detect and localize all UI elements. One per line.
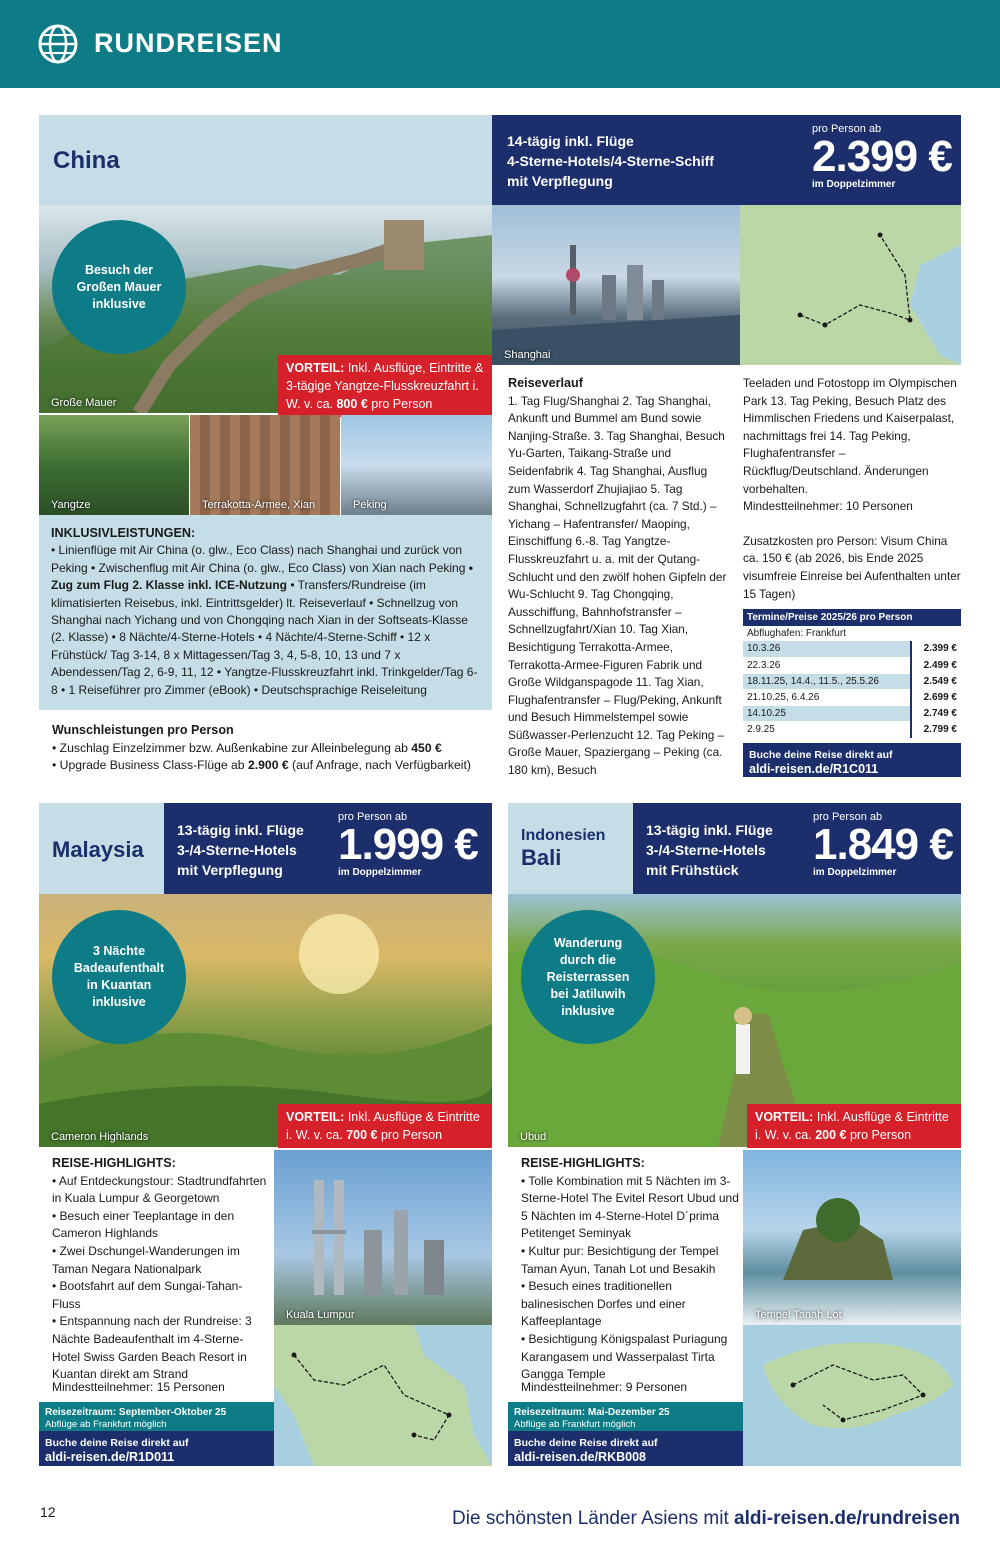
price-row-dates: 21.10.25, 6.4.26 [743,689,911,705]
caption-yangtze: Yangtze [51,499,91,511]
vorteil-tail: pro Person [377,1128,443,1142]
vorteil-box-bali [747,1104,961,1148]
price-suffix: im Doppelzimmer [812,179,896,190]
highlight-item: • Tolle Kombination mit 5 Nächten im 3-Sterne-Hotel The Evitel Resort Ubud und 5 Nächten im 4-Sterne-Hotel D´prima Petitenget Seminyak [521,1173,739,1241]
highlight-item: • Entspannung nach der Rundreise: 3 Nächte Badeaufenthalt im 4-Sterne-Hotel Swiss Garden Beach Resort in Kuantan direkt am Strand [52,1314,252,1382]
vorteil-label: VORTEIL: [286,1110,345,1124]
itinerary [508,375,730,780]
book-link-china[interactable]: aldi-reisen.de/R1C011 [749,762,879,776]
book-box-china [743,743,961,777]
optional-1: • Zuschlag Einzelzimmer bzw. Außenkabine zur Alleinbelegung ab [52,740,412,755]
caption-peking: Peking [353,499,387,511]
section-title: RUNDREISEN [94,28,283,58]
price-row-price: 2.699 € [911,689,961,705]
optional-1-price: 450 € [411,740,442,755]
price-row [743,689,961,705]
itinerary-text-2: Teeladen und Fotostopp im Olympischen Park 13. Tag Peking, Besuch Platz des Himmlischen Friedens und Kaiserpalast, nachmittags frei 14. Tag Peking, Flughafentransfer – Rückflug/Deutschland. Änderungen vorbehalten. [743,376,957,496]
footer [0,1494,1000,1547]
highlight-item: • Besichtigung Königspalast Puriagung Karangasem und Wasserpalast Tirta Gangga Temple [521,1331,728,1382]
vorteil-box-malaysia [278,1104,492,1148]
map-china [740,205,961,365]
vorteil-label: VORTEIL: [286,361,345,375]
travel-period: Reisezeitraum: Mai-Dezember 25 [514,1407,670,1418]
min-participants: Mindestteilnehmer: 9 Personen [521,1380,688,1394]
highlight-item: • Besuch einer Teeplantage in den Cameron Highlands [52,1208,235,1241]
optional-2: • Upgrade Business Class-Flüge ab [52,758,248,773]
vorteil-tail: pro Person [367,397,433,411]
price-row [743,705,961,721]
meal-line: mit Verpflegung [177,862,283,878]
badge-circle-malaysia: 3 Nächte Badeaufenthalt in Kuantan inklusive [52,910,186,1044]
inclusive-text: • Linienflüge mit Air China (o. glw., Eco Class) nach Shanghai und zurück von Peking • Zwischenflug mit Air China (o. glw., Eco Class) von Xian nach Peking [51,543,466,575]
highlights-heading: REISE-HIGHLIGHTS: [52,1156,176,1170]
header-bar [0,0,1000,88]
photo-yangtze [39,415,189,515]
book-link-bali[interactable]: aldi-reisen.de/RKB008 [514,1450,646,1464]
duration-line: 13-tägig inkl. Flüge [646,822,773,838]
highlight-item: • Kultur pur: Besichtigung der Tempel Taman Ayun, Tanah Lot und Besakih [521,1243,719,1276]
photo-tanah-lot [743,1150,961,1325]
price-table [743,641,961,738]
meal-line: mit Frühstück [646,862,739,878]
price-row-price: 2.749 € [911,705,961,721]
vorteil-label: VORTEIL: [755,1110,814,1124]
itinerary-text: 1. Tag Flug/Shanghai 2. Tag Shanghai, Ankunft und Bummel am Bund sowie Nanjing-Straße. 3. Tag Shanghai, Besuch Yu-Garten, Taikang-Straße und Seidenfabrik 4. Tag Shanghai, Ausflug zum Wasserdorf Zhujiajiao 5. Tag Shanghai, Schnellzugfahrt (ca. 7 Std.) – Yichang – Hafentransfer/ Maoping, Einschiffung 6.-8. Tag Yangtze-Flusskreuzfahrt u. a. mit der Qutang-Schlucht und den zwölf hohen Gipfeln der Wu-Schlucht 9. Tag Chongqing, Ausschiffung, Bahnhofstransfer – Schnellzugfahrt/Xian 10. Tag Xian, Besichtigung Terrakotta-Armee, Terrakotta-Armee-Figuren Fabrik und Große Wildganspagode 11. Tag Xian, Flughafentransfer – Flug/Peking, Ankunft und Besuch Himmelstempel sowie Süßwasser-Perlenzucht 12. Tag Peking – Große Mauer, Spaziergang – Peking (ca. 180 km), Besuch [508,393,727,778]
page-number: 12 [40,1504,56,1520]
price-row-price: 2.549 € [911,673,961,689]
caption-shanghai: Shanghai [504,349,551,361]
china-title: China [53,147,120,174]
photo-terracotta [190,415,340,515]
inclusive-heading: INKLUSIVLEISTUNGEN: [51,526,196,540]
price-row-price: 2.499 € [911,657,961,673]
caption-tanah-lot: Tempel Tanah Lot [755,1309,842,1321]
footer-tagline-text: Die schönsten Länder Asiens mit [452,1508,735,1529]
vorteil-amount: 700 € [346,1128,378,1142]
price-suffix: im Doppelzimmer [813,867,897,878]
bali-highlights [521,1155,741,1384]
badge-circle-bali: Wanderung durch die Reisterrassen bei Jatiluwih inklusive [521,910,655,1044]
itinerary-heading: Reiseverlauf [508,376,583,390]
vorteil-box-china [278,355,492,417]
duration-line: 13-tägig inkl. Flüge [177,822,304,838]
price-row [743,657,961,673]
highlight-item: • Auf Entdeckungstour: Stadtrundfahrten in Kuala Lumpur & Georgetown [52,1173,267,1206]
highlights-heading: REISE-HIGHLIGHTS: [521,1156,645,1170]
bali-title: Bali [521,845,562,870]
vorteil-text: Inkl. Ausflüge & Eintritte i. W. v. ca. [755,1110,949,1142]
inclusive-bold: • Zug zum Flug 2. Klasse inkl. ICE-Nutzung [51,560,473,593]
period-box-bali [508,1402,743,1431]
footer-tagline [452,1508,960,1530]
price-row-dates: 10.3.26 [743,641,911,657]
bali-title-box [508,803,633,894]
book-text: Buche deine Reise direkt auf [514,1437,658,1449]
photo-peking [341,415,492,515]
caption-kuala-lumpur: Kuala Lumpur [286,1309,355,1321]
bali-info-bar [633,803,961,894]
book-link-malaysia[interactable]: aldi-reisen.de/R1D011 [45,1450,175,1464]
globe-icon [38,24,78,64]
price-row-dates: 2.9.25 [743,721,911,737]
optional-heading: Wunschleistungen pro Person [52,723,234,737]
price-row-dates: 18.11.25, 14.4., 11.5., 25.5.26 [743,673,911,689]
vorteil-amount: 800 € [336,397,368,411]
itinerary-cont [743,375,961,603]
meal-line: mit Verpflegung [507,173,613,189]
travel-period-sub: Abflüge ab Frankfurt möglich [45,1419,167,1430]
malaysia-info-bar [164,803,492,894]
price: 1.849 € [813,820,953,869]
footer-link[interactable]: aldi-reisen.de/rundreisen [734,1508,960,1529]
malaysia-title: Malaysia [52,837,144,862]
duration-line: 14-tägig inkl. Flüge [507,133,634,149]
optional-services [52,722,492,775]
vorteil-amount: 200 € [815,1128,847,1142]
price: 2.399 € [812,132,952,181]
malaysia-title-box [39,803,164,894]
optional-2-tail: (auf Anfrage, nach Verfügbarkeit) [288,758,471,773]
extra-costs: Zusatzkosten pro Person: Visum China ca. 150 € (ab 2026, bis Ende 2025 visumfreie Einreise bei Aufenthalten unter 15 Tagen) [743,533,961,601]
hotel-line: 3-/4-Sterne-Hotels [646,842,766,858]
price-row-dates: 14.10.25 [743,705,911,721]
hotel-line: 4-Sterne-Hotels/4-Sterne-Schiff [507,153,714,169]
optional-2-price: 2.900 € [247,758,289,773]
caption-ubud: Ubud [520,1131,547,1143]
caption-terracotta: Terrakotta-Armee, Xian [202,499,316,511]
vorteil-text: Inkl. Ausflüge & Eintritte i. W. v. ca. [286,1110,480,1142]
price-row-price: 2.399 € [911,641,961,657]
price: 1.999 € [338,820,478,869]
book-box-bali [508,1431,743,1466]
price-table-box [743,609,961,738]
book-text: Buche deine Reise direkt auf [45,1437,189,1449]
highlight-item: • Bootsfahrt auf dem Sungai-Tahan-Fluss [52,1279,243,1311]
inclusive-services [39,515,492,710]
price-row-price: 2.799 € [911,721,961,737]
map-bali [743,1325,961,1466]
period-box-malaysia [39,1402,274,1431]
price-row [743,641,961,657]
inclusive-text-2: • Transfers/Rundreise (im klimatisierten Reisebus, inkl. Eintrittsgelder) lt. Reiseverlauf • Schnellzug von Shanghai nach Yichang und von Chongqing nach Xian in der Softseats-Klasse (2. Klasse) • 8 Nächte/4-Sterne-Hotels • 4 Nächte/4-Sterne-Schiff • 12 x Frühstück/ Tag 3-14, 8 x Mittagessen/Tag 3, 4, 5-8, 10, 13 und 7 x Abendessen/Tag 2, 6-9, 11, 12 • Yangtze-Flusskreuzfahrt inkl. Trinkgelder/Tag 6-8 • 1 Reiseführer pro Zimmer (eBook) • Deutschsprachige Reiseleitung [51,578,478,697]
vorteil-tail: pro Person [846,1128,912,1142]
book-text: Buche deine Reise direkt auf [749,749,893,761]
vorteil-text: Inkl. Ausflüge, Eintritte & 3-tägige Yangtze-Flusskreuzfahrt i. W. v. ca. [286,361,484,411]
hotel-line: 3-/4-Sterne-Hotels [177,842,297,858]
price-table-heading: Termine/Preise 2025/26 pro Person [743,609,961,626]
price-prefix: pro Person ab [338,811,408,823]
travel-period: Reisezeitraum: September-Oktober 25 [45,1407,227,1418]
malaysia-highlights [52,1155,270,1384]
china-info-bar [492,115,961,205]
price-prefix: pro Person ab [812,123,882,135]
price-row-dates: 22.3.26 [743,657,911,673]
map-malaysia [274,1325,492,1466]
bali-title-country: Indonesien [521,827,606,844]
min-participants: Mindestteilnehmer: 15 Personen [52,1380,225,1394]
highlight-item: • Besuch eines traditionellen balinesischen Dorfes und einer Kaffeeplantage [521,1279,686,1329]
photo-kuala-lumpur [274,1150,492,1325]
badge-circle-china: Besuch der Großen Mauer inklusive [52,220,186,354]
price-row [743,673,961,689]
highlight-item: • Zwei Dschungel-Wanderungen im Taman Negara Nationalpark [52,1243,240,1276]
price-suffix: im Doppelzimmer [338,867,422,878]
china-title-box [39,115,492,205]
min-participants: Mindestteilnehmer: 10 Personen [743,499,913,514]
price-prefix: pro Person ab [813,811,883,823]
caption-great-wall: Große Mauer [51,397,117,409]
price-row [743,721,961,737]
book-box-malaysia [39,1431,274,1466]
caption-cameron: Cameron Highlands [51,1131,149,1143]
photo-shanghai [492,205,740,365]
travel-period-sub: Abflüge ab Frankfurt möglich [514,1419,636,1430]
price-table-sub: Abflughafen: Frankfurt [743,626,961,641]
